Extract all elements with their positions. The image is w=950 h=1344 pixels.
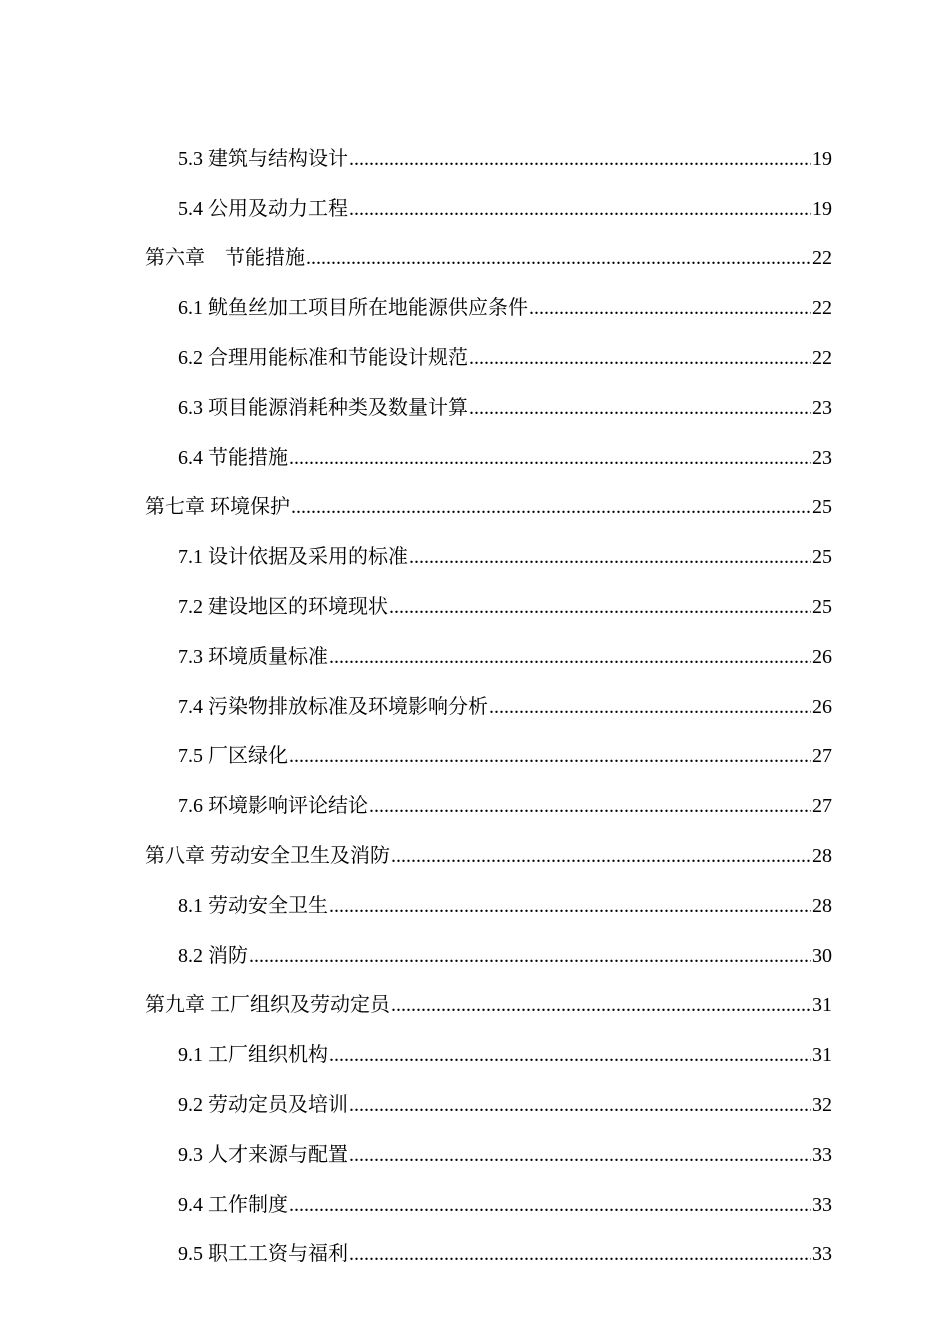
toc-entry-page: 22 [812,297,832,320]
toc-entry-7-2[interactable] [0,582,950,632]
toc-entry-page: 28 [812,894,832,917]
toc-entry-chapter-7[interactable] [0,483,950,533]
toc-entry-page: 25 [812,596,832,619]
toc-leader-dots [289,744,811,768]
toc-entry-title: 5.3 建筑与结构设计 [178,147,348,170]
toc-entry-title: 9.5 职工工资与福利 [178,1243,348,1266]
toc-leader-dots [349,1242,811,1266]
toc-entry-6-4[interactable] [0,433,950,483]
toc-entry-9-5[interactable] [0,1230,950,1280]
toc-leader-dots [289,446,811,470]
toc-leader-dots [291,495,811,519]
toc-entry-8-2[interactable] [0,931,950,981]
toc-entry-7-6[interactable] [0,781,950,831]
toc-entry-page: 33 [812,1193,832,1216]
toc-leader-dots [349,147,811,171]
toc-entry-title: 6.1 鱿鱼丝加工项目所在地能源供应条件 [178,297,528,320]
toc-entry-page: 25 [812,546,832,569]
toc-leader-dots [349,1143,811,1167]
toc-entry-9-4[interactable] [0,1180,950,1230]
toc-entry-title: 9.1 工厂组织机构 [178,1044,328,1067]
toc-entry-title: 7.2 建设地区的环境现状 [178,596,388,619]
toc-entry-title: 9.3 人才来源与配置 [178,1143,348,1166]
toc-entry-title: 第六章 节能措施 [145,247,305,270]
toc-entry-chapter-9[interactable] [0,981,950,1031]
toc-entry-8-1[interactable] [0,881,950,931]
toc-leader-dots [349,1093,811,1117]
toc-leader-dots [391,993,811,1017]
toc-entry-7-4[interactable] [0,682,950,732]
toc-entry-title: 7.5 厂区绿化 [178,745,288,768]
toc-leader-dots [409,545,811,569]
toc-entry-title: 9.2 劳动定员及培训 [178,1094,348,1117]
toc-entry-title: 7.1 设计依据及采用的标准 [178,546,408,569]
toc-entry-page: 22 [812,247,832,270]
toc-entry-7-3[interactable] [0,632,950,682]
toc-leader-dots [469,346,811,370]
toc-entry-title: 8.2 消防 [178,944,248,967]
toc-entry-title: 第七章 环境保护 [145,496,290,519]
toc-leader-dots [469,396,811,420]
toc-entry-6-3[interactable] [0,383,950,433]
toc-entry-page: 31 [812,1044,832,1067]
toc-entry-page: 19 [812,147,832,170]
toc-entry-5-3[interactable] [0,134,950,184]
toc-leader-dots [369,794,811,818]
toc-entry-page: 31 [812,994,832,1017]
toc-entry-title: 6.4 节能措施 [178,446,288,469]
toc-leader-dots [289,1193,811,1217]
toc-entry-page: 27 [812,745,832,768]
toc-entry-title: 8.1 劳动安全卫生 [178,894,328,917]
toc-entry-9-3[interactable] [0,1130,950,1180]
toc-entry-7-1[interactable] [0,532,950,582]
toc-entry-page: 23 [812,396,832,419]
toc-leader-dots [391,844,811,868]
toc-entry-title: 5.4 公用及动力工程 [178,197,348,220]
toc-entry-page: 26 [812,645,832,668]
toc-entry-title: 第九章 工厂组织及劳动定员 [145,994,390,1017]
toc-leader-dots [329,894,811,918]
toc-leader-dots [529,296,811,320]
toc-entry-title: 6.3 项目能源消耗种类及数量计算 [178,396,468,419]
toc-entry-page: 28 [812,845,832,868]
toc-entry-title: 7.6 环境影响评论结论 [178,795,368,818]
toc-entry-title: 6.2 合理用能标准和节能设计规范 [178,347,468,370]
toc-leader-dots [329,1043,811,1067]
toc-entry-9-1[interactable] [0,1030,950,1080]
toc-entry-page: 22 [812,347,832,370]
toc-entry-page: 26 [812,695,832,718]
toc-entry-page: 19 [812,197,832,220]
toc-leader-dots [349,197,811,221]
toc-entry-page: 23 [812,446,832,469]
toc-leader-dots [329,645,811,669]
toc-leader-dots [306,246,811,270]
toc-entry-6-1[interactable] [0,283,950,333]
toc-entry-9-2[interactable] [0,1080,950,1130]
toc-entry-page: 33 [812,1143,832,1166]
toc-entry-chapter-8[interactable] [0,831,950,881]
toc-entry-page: 30 [812,944,832,967]
toc-entry-6-2[interactable] [0,333,950,383]
toc-entry-page: 33 [812,1243,832,1266]
toc-entry-chapter-6[interactable] [0,234,950,284]
toc-entry-title: 7.3 环境质量标准 [178,645,328,668]
toc-entry-7-5[interactable] [0,732,950,782]
toc-entry-title: 7.4 污染物排放标准及环境影响分析 [178,695,488,718]
toc-leader-dots [489,695,811,719]
toc-entry-page: 25 [812,496,832,519]
toc-leader-dots [389,595,811,619]
table-of-contents [0,134,950,1279]
toc-entry-5-4[interactable] [0,184,950,234]
toc-entry-page: 32 [812,1094,832,1117]
toc-entry-title: 第八章 劳动安全卫生及消防 [145,845,390,868]
toc-leader-dots [249,944,811,968]
toc-entry-page: 27 [812,795,832,818]
toc-entry-title: 9.4 工作制度 [178,1193,288,1216]
